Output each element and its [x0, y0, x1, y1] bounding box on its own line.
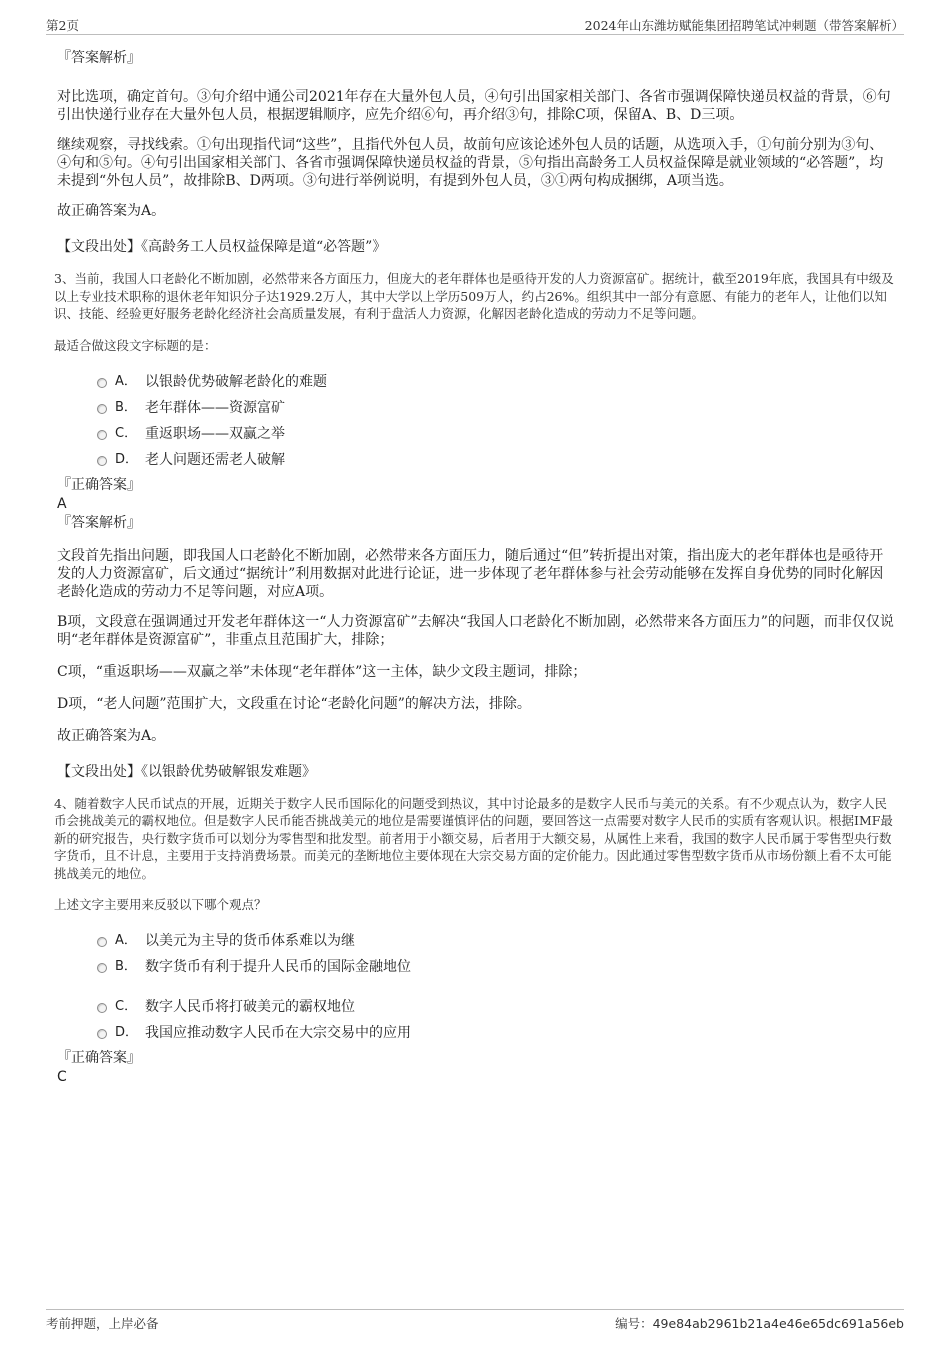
analysis-paragraph: 文段首先指出问题，即我国人口老龄化不断加剧，必然带来各方面压力，随后通过“但”转折提出对策，指出庞大的老年群体也是亟待开发的人力资源富矿，后文通过“据统计”利用数据对此进行论证，进一步体现了老年群体参与社会劳动能够在发挥自身优势的同时化解因老龄化造成的劳动力不足等问题，对应A项。 [57, 547, 884, 600]
correct-answer: C [57, 1069, 67, 1085]
option-letter: D． [115, 1025, 139, 1040]
analysis-paragraph: 对比选项，确定首句。③句介绍中通公司2021年存在大量外包人员，④句引出国家相关部门、各省市强调保障快递员权益的背景，⑥句引出快递行业存在大量外包人员，根据逻辑顺序，应先介绍⑥句，再介绍③句，排除C项，保留A、B、D三项。 [57, 89, 891, 123]
option-list [57, 928, 897, 1046]
question-text: 3、当前，我国人口老龄化不断加剧，必然带来各方面压力，但庞大的老年群体也是亟待开发的人力资源富矿。据统计，截至2019年底，我国具有中级及以上专业技术职称的退休老年知识分子达1929.2万人，其中大学以上学历509万人，约占26%。组织其中一部分有意愿、有能力的老年人，让他们以知识、技能、经验更好服务老龄化经济社会高质量发展，有利于盘活人力资源，化解因老龄化造成的劳动力不足等问题。 [54, 271, 894, 321]
option-text: 数字货币有利于提升人民币的国际金融地位 [145, 959, 411, 975]
question-text: 4、随着数字人民币试点的开展，近期关于数字人民币国际化的问题受到热议，其中讨论最多的是数字人民币与美元的关系。有不少观点认为，数字人民币会挑战美元的霸权地位。但是数字人民币能否挑战美元的地位是需要谨慎评估的问题，要回答这一点需要对数字人民币的实质有客观认识。根据IMF最新的研究报告，央行数字货币可以划分为零售型和批发型。前者用于小额交易，后者用于大额交易，从属性上来看，我国的数字人民币属于零售型央行数字货币，且不计息，主要用于支持消费场景。而美元的垄断地位主要体现在大宗交易方面的定价能力。因此通过零售型数字货币从市场份额上看不太可能挑战美元的地位。 [54, 795, 893, 881]
option-b[interactable] [57, 954, 897, 980]
option-c[interactable] [57, 421, 897, 447]
answer-label: 『正确答案』 [57, 1050, 141, 1066]
option-letter: C． [115, 425, 138, 441]
document-id [615, 1314, 904, 1332]
radio-button[interactable] [97, 1003, 107, 1013]
radio-button[interactable] [97, 378, 107, 388]
correct-answer: A [57, 495, 67, 512]
page-number: 第2页 [46, 18, 79, 33]
radio-button[interactable] [97, 963, 107, 973]
option-d[interactable] [57, 1020, 897, 1046]
option-c[interactable] [57, 994, 897, 1020]
option-letter: A． [115, 933, 137, 948]
option-text: 以银龄优势破解老龄化的难题 [145, 373, 327, 390]
option-text: 老年群体——资源富矿 [145, 399, 285, 416]
option-letter: B． [115, 959, 137, 974]
option-text: 数字人民币将打破美元的霸权地位 [145, 999, 355, 1015]
radio-button[interactable] [97, 937, 107, 947]
option-letter: B． [115, 399, 137, 415]
page-header [46, 14, 904, 35]
option-text: 重返职场——双赢之举 [145, 425, 285, 442]
option-d[interactable] [57, 447, 897, 473]
radio-button[interactable] [97, 456, 107, 466]
analysis-paragraph: D项，“老人问题”范围扩大，文段重在讨论“老龄化问题”的解决方法，排除。 [57, 695, 531, 712]
analysis-paragraph: B项，文段意在强调通过开发老年群体这一“人力资源富矿”去解决“我国人口老龄化不断加剧，必然带来各方面压力”的问题，而非仅仅说明“老年群体是资源富矿”，非重点且范围扩大，排除； [57, 613, 894, 648]
option-text: 我国应推动数字人民币在大宗交易中的应用 [145, 1025, 411, 1041]
option-letter: C． [115, 999, 138, 1014]
footer-slogan: 考前押题，上岸必备 [46, 1316, 159, 1331]
option-list [57, 369, 897, 473]
source-citation: 【文段出处】《高龄务工人员权益保障是道“必答题”》 [57, 239, 387, 255]
analysis-paragraph: 继续观察，寻找线索。①句出现指代词“这些”，且指代外包人员，故前句应该论述外包人员的话题，从选项入手，①句前分别为③句、④句和⑤句。④句引出国家相关部门、各省市强调保障快递员权益的背景，⑤句指出高龄务工人员权益保障是就业领域的“必答题”，均未提到“外包人员”，故排除B、D两项。③句进行举例说明，有提到外包人员，③①两句构成捆绑，A项当选。 [57, 137, 884, 189]
option-b[interactable] [57, 395, 897, 421]
page-content [54, 40, 897, 1086]
option-a[interactable] [57, 928, 897, 954]
option-a[interactable] [57, 369, 897, 395]
analysis-conclusion: 故正确答案为A。 [57, 203, 166, 219]
radio-button[interactable] [97, 404, 107, 414]
page-footer [46, 1309, 904, 1332]
source-citation: 【文段出处】《以银龄优势破解银发难题》 [57, 763, 316, 780]
option-letter: D． [115, 451, 139, 467]
option-letter: A． [115, 373, 137, 389]
question-prompt: 上述文字主要用来反驳以下哪个观点？ [54, 897, 267, 912]
radio-button[interactable] [97, 430, 107, 440]
analysis-paragraph: C项，“重返职场——双赢之举”未体现“老年群体”这一主体，缺少文段主题词，排除； [57, 663, 587, 680]
radio-button[interactable] [97, 1029, 107, 1039]
answer-label: 『正确答案』 [57, 476, 141, 493]
document-id-code: 49e84ab2961b21a4e46e65dc691a56eb [652, 1316, 904, 1331]
document-title: 2024年山东潍坊赋能集团招聘笔试冲刺题（带答案解析） [584, 18, 904, 33]
option-text: 以美元为主导的货币体系难以为继 [145, 933, 355, 949]
analysis-label: 『答案解析』 [57, 514, 141, 531]
analysis-label: 『答案解析』 [57, 50, 141, 66]
analysis-conclusion: 故正确答案为A。 [57, 727, 166, 744]
option-text: 老人问题还需老人破解 [145, 451, 285, 468]
question-prompt: 最适合做这段文字标题的是： [54, 337, 217, 353]
document-id-label: 编号： [615, 1316, 653, 1331]
